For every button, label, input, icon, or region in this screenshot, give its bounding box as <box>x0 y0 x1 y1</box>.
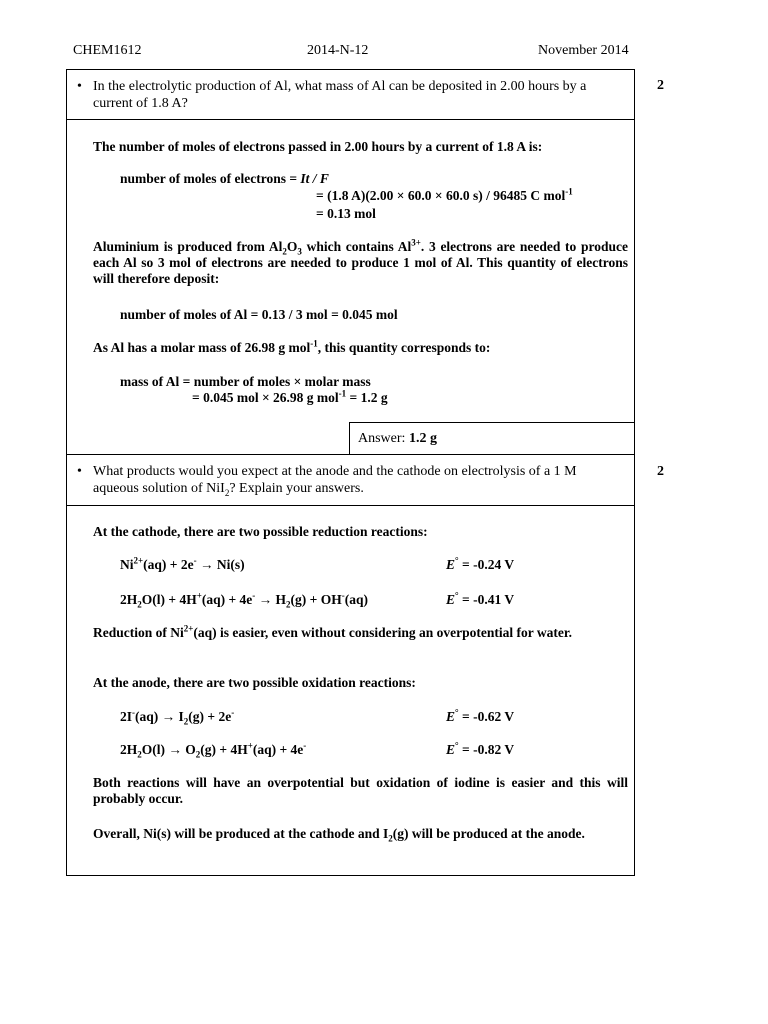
eq-electrons-line1: number of moles of electrons = It / F <box>120 171 329 186</box>
reaction-water-oxidation: $2H_2O(l) \to O_2(g) + 4H^+(aq) + 4e^-$ <box>120 740 307 760</box>
bullet: • <box>77 464 82 479</box>
exam-date: November 2014 <box>538 43 629 58</box>
answer-1-para-aluminium: Aluminium is produced from $Al_2O_3$ which contains $Al^{3+}$. 3 electrons are needed to produce each Al so 3 mol of electrons are needed to produce 1 mol of Al. This quantity of electrons will therefore deposit: <box>93 237 628 286</box>
eq-electrons-line2: = (1.8 A)(2.00 × 60.0 × 60.0 s) / 96485 C mol$^{-1}$ <box>316 186 573 203</box>
reaction-water-reduction: $2H_2O(l) + 4H^+(aq) + 4e^- \to H_2(g) + OH^-(aq)$ <box>120 590 368 610</box>
potential-water-oxidation: E° = -0.82 V <box>446 740 515 757</box>
anode-intro: At the anode, there are two possible oxidation reactions: <box>93 675 416 690</box>
answer-1-final-box <box>349 422 635 455</box>
cathode-intro: At the cathode, there are two possible reduction reactions: <box>93 524 428 539</box>
answer-1-para-molar-mass: As Al has a molar mass of 26.98 g mol$^{-1}$, this quantity corresponds to: <box>93 338 491 355</box>
anode-conclusion: Both reactions will have an overpotential but oxidation of iodine is easier and this will probably occur. <box>93 775 628 806</box>
answer-1-box <box>66 119 635 455</box>
eq-mass-al-line1: mass of Al = number of moles × molar mass <box>120 374 371 389</box>
question-1-box <box>66 69 635 120</box>
question-1-marks: 2 <box>657 78 664 93</box>
eq-mass-al-line2: = 0.045 mol × 26.98 g mol$^{-1}$ = 1.2 g <box>192 388 388 405</box>
eq-electrons-line3: = 0.13 mol <box>316 206 376 221</box>
reaction-ni-reduction: $Ni^{2+}(aq) + 2e^- \to Ni(s)$ <box>120 555 245 572</box>
overall-conclusion: Overall, Ni(s) will be produced at the cathode and $I_2(g)$ will be produced at the anode. <box>93 826 585 844</box>
question-1-text: In the electrolytic production of Al, what mass of Al can be deposited in 2.00 hours by a current of 1.8 A? <box>93 79 587 111</box>
potential-iodide: E° = -0.62 V <box>446 707 515 724</box>
course-code: CHEM1612 <box>73 43 142 58</box>
answer-2-box <box>66 505 635 876</box>
question-2-marks: 2 <box>657 464 664 479</box>
potential-ni: E° = -0.24 V <box>446 555 515 572</box>
cathode-conclusion: Reduction of $Ni^{2+}(aq)$ is easier, even without considering an overpotential for water. <box>93 623 572 640</box>
answer-1-intro: The number of moles of electrons passed in 2.00 hours by a current of 1.8 A is: <box>93 139 543 154</box>
reaction-iodide-oxidation: $2I^-(aq) \to I_2(g) + 2e^-$ <box>120 707 235 727</box>
exam-code: 2014-N-12 <box>307 43 369 58</box>
question-2-box <box>66 454 635 506</box>
potential-water-reduction: E° = -0.41 V <box>446 590 515 607</box>
question-2-text: What products would you expect at the anode and the cathode on electrolysis of a 1 M aqueous solution of NiI$_2$? Explain your answers. <box>93 464 577 498</box>
eq-moles-al: number of moles of Al = 0.13 / 3 mol = 0.045 mol <box>120 307 398 322</box>
bullet: • <box>77 79 82 94</box>
answer-1-final: Answer: 1.2 g <box>358 431 437 446</box>
